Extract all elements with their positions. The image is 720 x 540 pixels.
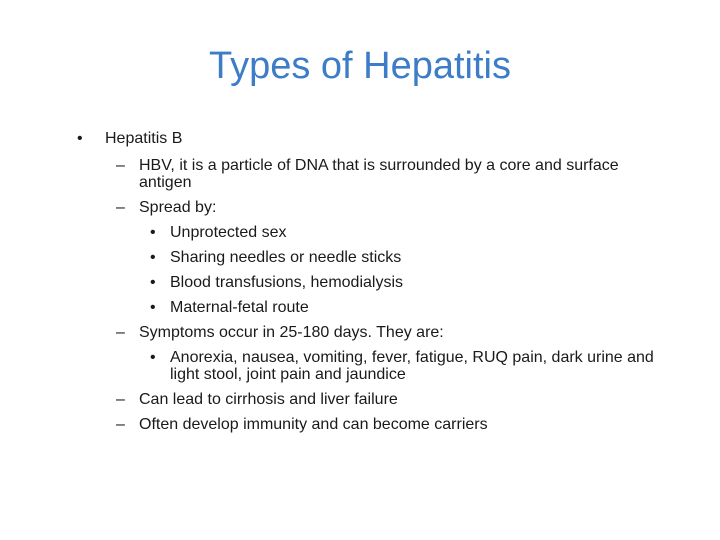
subitem-symptoms <box>58 320 678 345</box>
subitem-hbv-definition <box>58 157 678 195</box>
dash-marker: – <box>116 391 125 408</box>
subitem-text: Symptoms occur in 25-180 days. They are: <box>139 324 444 341</box>
subsubitem-symptom-list <box>58 349 678 387</box>
bullet-marker: • <box>77 130 83 147</box>
bullet-marker: • <box>150 299 156 316</box>
subsubitem-sharing-needles <box>58 245 678 270</box>
dash-marker: – <box>116 157 125 174</box>
subitem-spread-by <box>58 195 678 220</box>
subitem-text: Spread by: <box>139 199 217 216</box>
dash-marker: – <box>116 324 125 341</box>
subitem-text: Can lead to cirrhosis and liver failure <box>139 391 398 408</box>
dash-marker: – <box>116 199 125 216</box>
subsubitem-blood-transfusions <box>58 270 678 295</box>
subsubitem-maternal-fetal <box>58 295 678 320</box>
subsubitem-text: Unprotected sex <box>170 224 287 241</box>
bullet-marker: • <box>150 249 156 266</box>
bullet-text: Hepatitis B <box>105 130 183 147</box>
subitem-immunity <box>58 412 678 437</box>
subitem-cirrhosis <box>58 387 678 412</box>
bullet-marker: • <box>150 274 156 291</box>
bullet-marker: • <box>150 349 156 366</box>
bullet-hepatitis-b <box>58 126 678 151</box>
slide-title: Types of Hepatitis <box>208 45 512 87</box>
bullet-marker: • <box>150 224 156 241</box>
subsubitem-text: Maternal-fetal route <box>170 299 309 316</box>
subsubitem-text: Sharing needles or needle sticks <box>170 249 402 266</box>
subsubitem-text: Anorexia, nausea, vomiting, fever, fatigue, RUQ pain, dark urine and light stool, joint pain and jaundice <box>170 349 654 383</box>
slide-body <box>58 126 678 437</box>
subitem-text: HBV, it is a particle of DNA that is surrounded by a core and surface antigen <box>139 157 619 191</box>
subsubitem-text: Blood transfusions, hemodialysis <box>170 274 404 291</box>
subsubitem-unprotected-sex <box>58 220 678 245</box>
subitem-text: Often develop immunity and can become carriers <box>139 416 488 433</box>
dash-marker: – <box>116 416 125 433</box>
